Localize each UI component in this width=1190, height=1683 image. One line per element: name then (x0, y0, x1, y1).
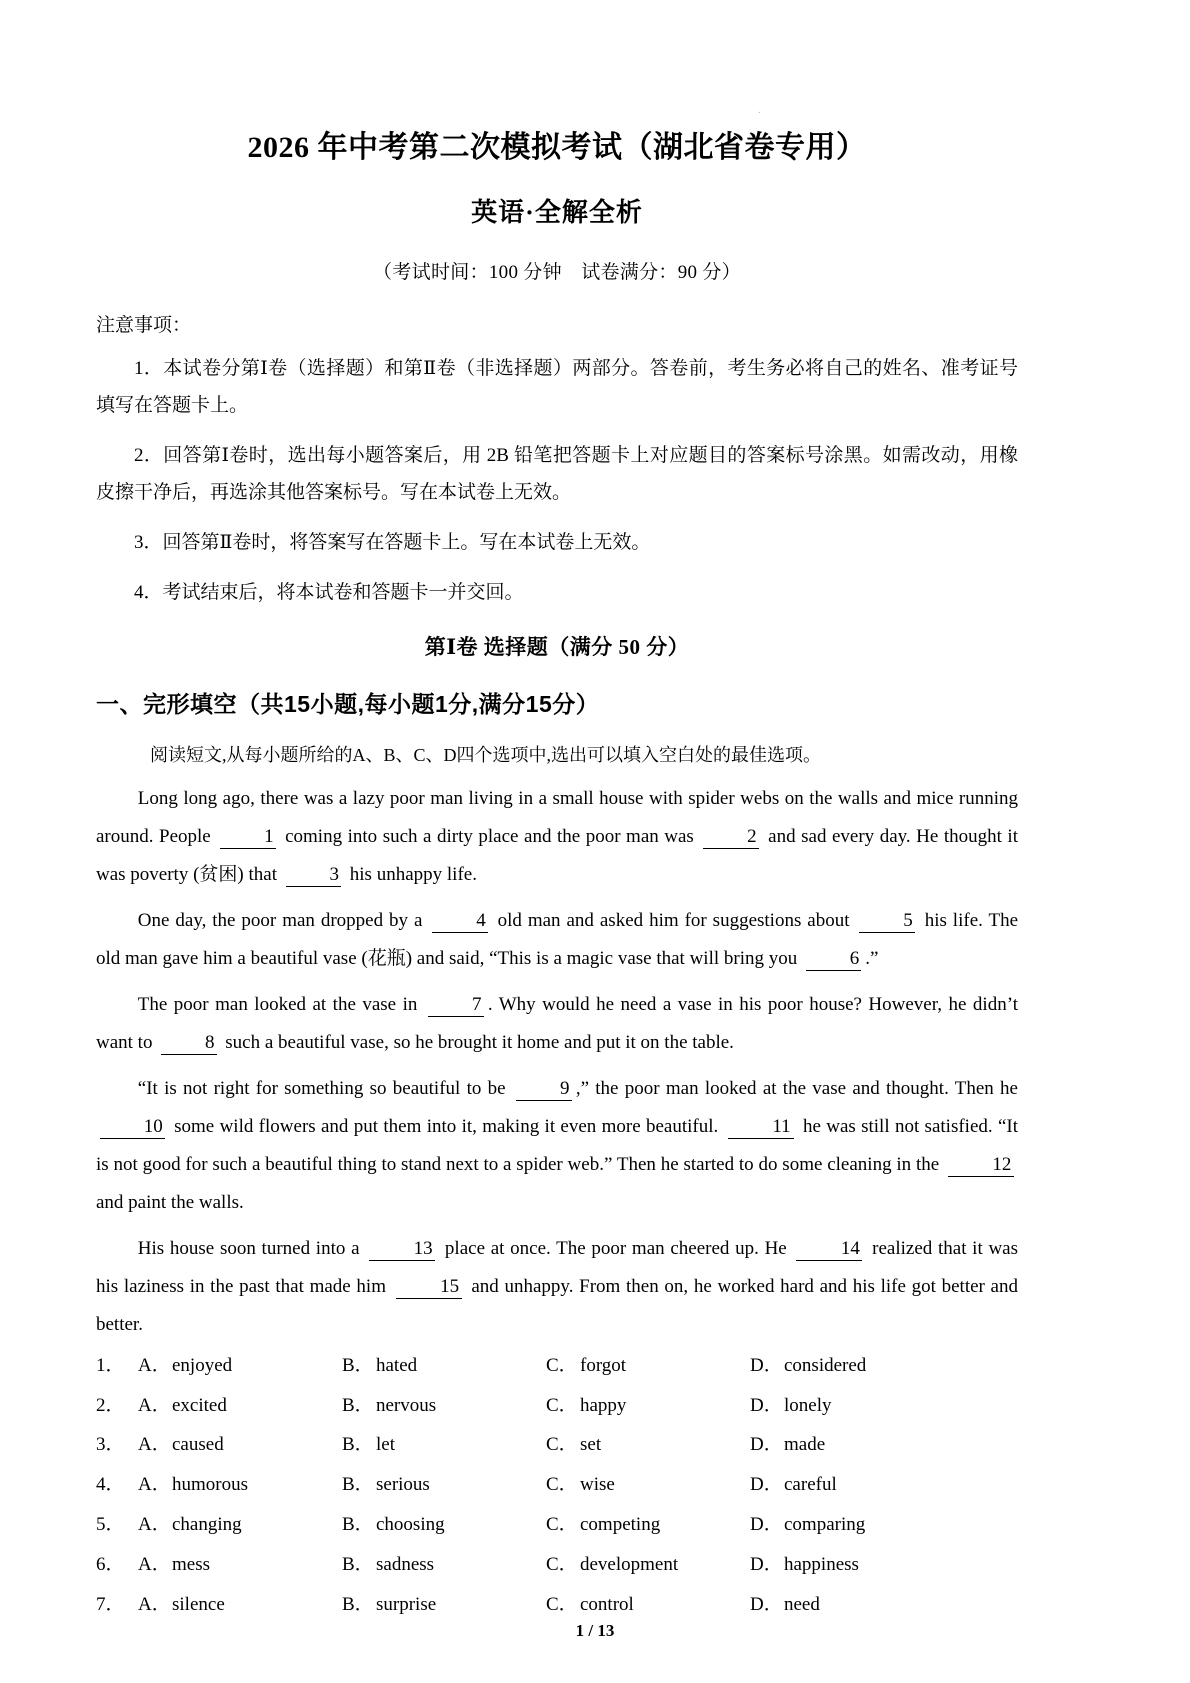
notice-item-4: 4．考试结束后，将本试卷和答题卡一并交回。 (134, 582, 524, 604)
answer-option[interactable] (138, 1595, 342, 1616)
option-text: nervous (376, 1394, 437, 1416)
answer-option[interactable] (546, 1595, 750, 1616)
answer-option[interactable] (342, 1475, 546, 1496)
question-row (96, 1555, 1018, 1576)
option-text: set (580, 1434, 602, 1456)
option-letter: A． (138, 1594, 171, 1616)
answer-option[interactable] (750, 1356, 954, 1377)
passage-paragraph (96, 780, 1018, 894)
answer-option[interactable] (138, 1396, 342, 1417)
option-text: humorous (172, 1474, 248, 1496)
passage-paragraph (96, 986, 1018, 1062)
option-text: wise (580, 1474, 615, 1496)
page-footer: 1 / 13 (575, 1621, 615, 1640)
passage-text: he was still not satisfied. “It is not good for such a beautiful thing to stand next to a spider web.” Then he started to do some cleaning in the (96, 1115, 1018, 1175)
option-letter: D． (750, 1354, 783, 1376)
passage-paragraph (96, 902, 1018, 978)
notice-item-3: 3．回答第Ⅱ卷时，将答案写在答题卡上。写在本试卷上无效。 (134, 532, 651, 554)
question-row (96, 1515, 1018, 1536)
option-text: changing (172, 1514, 242, 1536)
option-letter: D． (750, 1554, 783, 1576)
passage-text: His house soon turned into a (137, 1237, 366, 1259)
passage-text: and unhappy. From then on, he worked hard and his life got better and better. (96, 1275, 1018, 1335)
option-letter: C． (546, 1594, 578, 1616)
passage-text: The poor man looked at the vase in (137, 993, 424, 1015)
option-letter: B． (342, 1394, 374, 1416)
notice-item-1: 1．本试卷分第Ⅰ卷（选择题）和第Ⅱ卷（非选择题）两部分。答卷前，考生务必将自己的姓名、准考证号填写在答题卡上。 (96, 358, 1018, 417)
option-text: mess (172, 1554, 210, 1576)
answer-option[interactable] (546, 1555, 750, 1576)
question-number: 6． (96, 1554, 125, 1576)
option-letter: B． (342, 1354, 374, 1376)
cloze-blank-9[interactable]: 9 (516, 1078, 572, 1101)
option-text: careful (784, 1474, 837, 1496)
answer-option[interactable] (342, 1515, 546, 1536)
answer-option[interactable] (546, 1396, 750, 1417)
passage-text: place at once. The poor man cheered up. He (439, 1237, 793, 1259)
option-letter: C． (546, 1554, 578, 1576)
option-text: competing (580, 1514, 661, 1536)
answer-option[interactable] (750, 1515, 954, 1536)
option-text: need (784, 1594, 820, 1616)
question-number: 1． (96, 1354, 125, 1376)
answer-option[interactable] (138, 1515, 342, 1536)
passage-text: Long long ago, there was a lazy poor man living in a small house with spider webs on the walls and mice running around. People (96, 787, 1018, 847)
passage-text: One day, the poor man dropped by a (137, 909, 429, 931)
question-number: 7． (96, 1594, 125, 1616)
passage-paragraph (96, 1070, 1018, 1222)
option-letter: B． (342, 1474, 374, 1496)
cloze-blank-3[interactable]: 3 (286, 864, 341, 887)
option-letter: A． (138, 1474, 171, 1496)
option-letter: A． (138, 1394, 171, 1416)
question-row (96, 1595, 1018, 1616)
question-number: 5． (96, 1514, 125, 1536)
option-text: happiness (784, 1554, 859, 1576)
answer-option[interactable] (750, 1475, 954, 1496)
answer-option[interactable] (342, 1356, 546, 1377)
option-letter: D． (750, 1394, 783, 1416)
option-letter: C． (546, 1354, 578, 1376)
option-letter: A． (138, 1354, 171, 1376)
option-text: made (784, 1434, 826, 1456)
question-row (96, 1435, 1018, 1456)
passage-text: coming into such a dirty place and the poor man was (279, 825, 700, 847)
option-text: let (376, 1434, 395, 1456)
answer-option[interactable] (138, 1475, 342, 1496)
passage-text: ,” the poor man looked at the vase and thought. Then he (575, 1077, 1018, 1099)
option-text: silence (172, 1594, 225, 1616)
option-letter: D． (750, 1474, 783, 1496)
page-content (96, 0, 1018, 1635)
option-text: lonely (784, 1394, 832, 1416)
answer-option[interactable] (750, 1595, 954, 1616)
passage-text: realized that it was his laziness in the past that made him (96, 1237, 1018, 1297)
exam-meta: （考试时间：100 分钟 试卷满分：90 分） (373, 262, 741, 283)
option-text: forgot (580, 1354, 627, 1376)
answer-option[interactable] (342, 1396, 546, 1417)
passage-text: his life. The old man gave him a beautiful vase (花瓶) and said, “This is a magic vase that will bring you (96, 909, 1019, 969)
answer-option[interactable] (546, 1475, 750, 1496)
answer-option[interactable] (342, 1595, 546, 1616)
option-text: happy (580, 1394, 627, 1416)
answer-option[interactable] (138, 1435, 342, 1456)
option-letter: B． (342, 1554, 374, 1576)
cloze-blank-6[interactable]: 6 (806, 948, 861, 971)
page-subtitle: 英语·全解全析 (471, 198, 643, 227)
question-number: 2． (96, 1394, 125, 1416)
cloze-blank-15[interactable]: 15 (396, 1276, 462, 1299)
question-row (96, 1475, 1018, 1496)
answer-option[interactable] (750, 1435, 954, 1456)
answer-option[interactable] (546, 1356, 750, 1377)
option-letter: D． (750, 1514, 783, 1536)
option-letter: B． (342, 1594, 374, 1616)
answer-option[interactable] (546, 1515, 750, 1536)
passage-text: his unhappy life. (345, 863, 477, 885)
passage-text: . Why would he need a vase in his poor house? However, he didn’t want to (96, 993, 1018, 1053)
passage-text: some wild flowers and put them into it, making it even more beautiful. (168, 1115, 724, 1137)
option-text: development (580, 1554, 679, 1576)
option-letter: D． (750, 1434, 783, 1456)
cloze-blank-12[interactable]: 12 (948, 1154, 1014, 1177)
option-text: sadness (376, 1554, 435, 1576)
question-row (96, 1356, 1018, 1377)
cloze-blank-1[interactable]: 1 (220, 826, 275, 849)
cloze-blank-10[interactable]: 10 (100, 1116, 165, 1139)
cloze-blank-13[interactable]: 13 (369, 1238, 435, 1261)
part-one-title: 第Ⅰ卷 选择题（满分 50 分） (424, 635, 690, 660)
cloze-passage (96, 780, 1018, 1344)
cloze-section-title: 一、完形填空（共15小题,每小题1分,满分15分） (96, 691, 600, 718)
option-text: comparing (784, 1514, 866, 1536)
passage-text: such a beautiful vase, so he brought it home and put it on the table. (220, 1031, 734, 1053)
cloze-blank-14[interactable]: 14 (796, 1238, 862, 1261)
option-text: serious (376, 1474, 430, 1496)
question-row (96, 1396, 1018, 1417)
notice-item-2: 2．回答第Ⅰ卷时，选出每小题答案后，用 2B 铅笔把答题卡上对应题目的答案标号涂黑。如需改动，用橡皮擦干净后，再选涂其他答案标号。写在本试卷上无效。 (96, 445, 1018, 504)
answer-option[interactable] (138, 1356, 342, 1377)
cloze-blank-8[interactable]: 8 (161, 1032, 216, 1055)
cloze-blank-5[interactable]: 5 (859, 910, 914, 933)
answer-option[interactable] (342, 1435, 546, 1456)
option-text: choosing (376, 1514, 445, 1536)
answer-option[interactable] (546, 1435, 750, 1456)
page-title: 2026 年中考第二次模拟考试（湖北省卷专用） (247, 131, 867, 164)
option-letter: A． (138, 1554, 171, 1576)
option-letter: A． (138, 1514, 171, 1536)
option-text: surprise (376, 1594, 437, 1616)
option-text: caused (172, 1434, 224, 1456)
option-letter: A． (138, 1434, 171, 1456)
cloze-directions: 阅读短文,从每小题所给的A、B、C、D四个选项中,选出可以填入空白处的最佳选项。 (150, 745, 822, 766)
option-letter: C． (546, 1514, 578, 1536)
option-letter: C． (546, 1394, 578, 1416)
cloze-blank-4[interactable]: 4 (432, 910, 487, 933)
question-number: 3． (96, 1434, 125, 1456)
option-letter: D． (750, 1594, 783, 1616)
option-letter: C． (546, 1434, 578, 1456)
option-letter: B． (342, 1434, 374, 1456)
answer-option[interactable] (750, 1555, 954, 1576)
passage-text: and sad every day. He thought it was poverty (贫困) that (96, 825, 1018, 885)
notice-heading: 注意事项： (96, 315, 192, 336)
cloze-options-list (96, 1356, 1018, 1616)
option-letter: B． (342, 1514, 374, 1536)
passage-paragraph (96, 1230, 1018, 1344)
passage-text: and paint the walls. (96, 1191, 244, 1213)
cloze-blank-11[interactable]: 11 (728, 1116, 794, 1139)
passage-text: old man and asked him for suggestions about (491, 909, 856, 931)
answer-option[interactable] (138, 1555, 342, 1576)
passage-text: .” (865, 947, 879, 969)
answer-option[interactable] (750, 1396, 954, 1417)
answer-option[interactable] (342, 1555, 546, 1576)
cloze-blank-7[interactable]: 7 (428, 994, 484, 1017)
cloze-blank-2[interactable]: 2 (703, 826, 758, 849)
passage-text: “It is not right for something so beautiful to be (137, 1077, 512, 1099)
option-text: excited (172, 1394, 227, 1416)
option-text: considered (784, 1354, 867, 1376)
stray-dot-mark: . (758, 104, 761, 116)
option-letter: C． (546, 1474, 578, 1496)
option-text: enjoyed (172, 1354, 233, 1376)
question-number: 4． (96, 1474, 125, 1496)
option-text: hated (376, 1354, 418, 1376)
option-text: control (580, 1594, 634, 1616)
